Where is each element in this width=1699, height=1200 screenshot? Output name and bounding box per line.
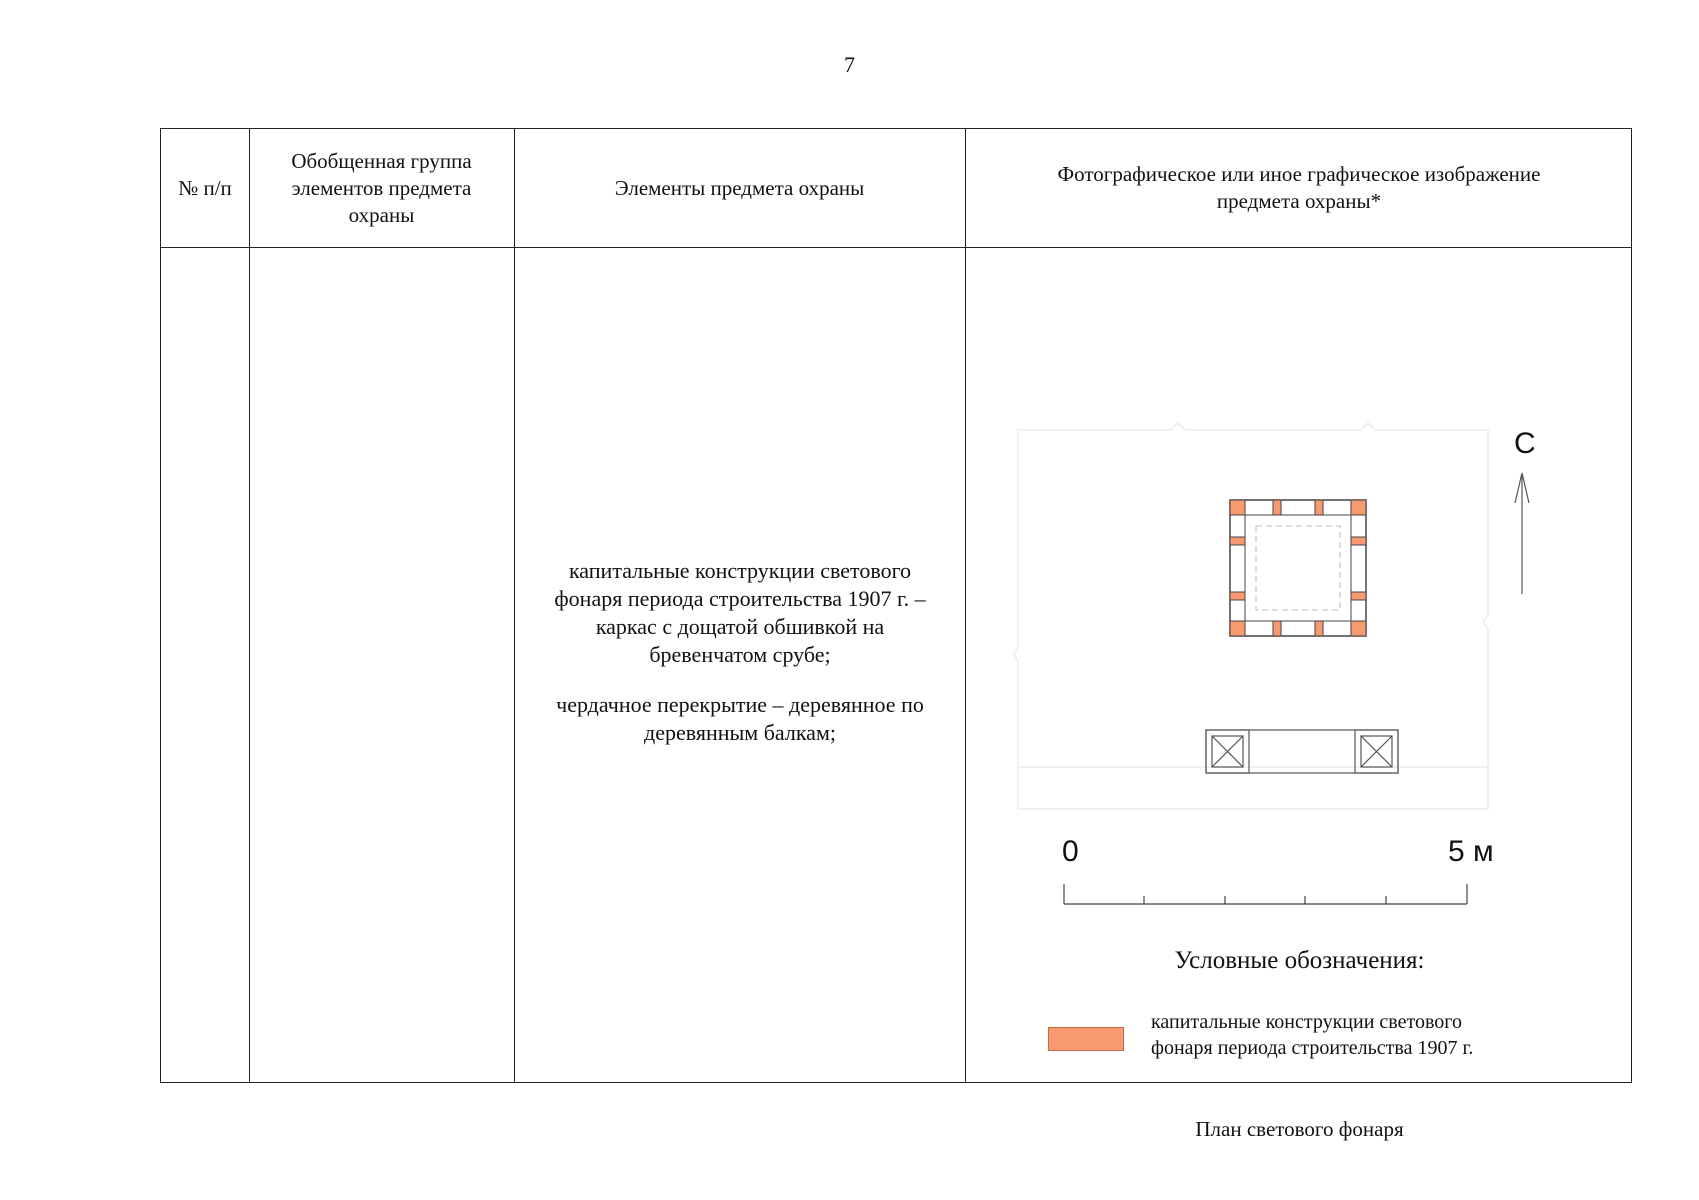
page-number: 7 [844, 52, 855, 77]
element-line: капитальные конструкции светового [568, 558, 912, 583]
column-divider [249, 129, 250, 1082]
element-paragraph [515, 557, 965, 669]
legend-text-line: капитальные конструкции светового [1151, 1011, 1462, 1033]
north-label: С [1514, 427, 1536, 460]
protection-table [160, 128, 1632, 1141]
header-group-line: элементов предмета [291, 175, 472, 200]
skylight-frame [1230, 500, 1366, 636]
north-arrow-icon [1515, 473, 1529, 594]
image-cell [966, 247, 1633, 1141]
header-group-line: охраны [348, 202, 415, 227]
header-image-line: Фотографическое или иное графическое изображение [1057, 162, 1541, 186]
element-line: чердачное перекрытие – деревянное по [556, 692, 924, 717]
header-image [965, 129, 1633, 247]
header-image-line: предмета охраны* [1216, 189, 1382, 213]
legend-item-text [1151, 1009, 1591, 1061]
legend-title: Условные обозначения: [1174, 947, 1425, 974]
drawing-caption: План светового фонаря [1195, 1117, 1404, 1141]
element-line: фонаря периода строительства 1907 г. – [554, 586, 926, 611]
protection-elements-cell [515, 557, 965, 769]
header-group [249, 129, 514, 247]
element-paragraph [515, 691, 965, 747]
plan-outline [1014, 423, 1488, 809]
header-elements: Элементы предмета охраны [614, 175, 865, 200]
element-line: каркас с дощатой обшивкой на [595, 614, 885, 639]
scale-end-label: 5 м [1448, 835, 1494, 868]
legend-text-line: фонаря периода строительства 1907 г. [1151, 1037, 1474, 1059]
capital-structures-posts [1230, 500, 1366, 636]
legend-swatch [1048, 1027, 1124, 1051]
scale-start-label: 0 [1062, 835, 1079, 868]
header-group-line: Обобщенная группа [291, 148, 472, 173]
element-line: деревянным балкам; [644, 720, 836, 745]
scale-bar [1064, 884, 1467, 904]
element-line: бревенчатом срубе; [649, 642, 831, 667]
header-number: № п/п [178, 175, 232, 200]
